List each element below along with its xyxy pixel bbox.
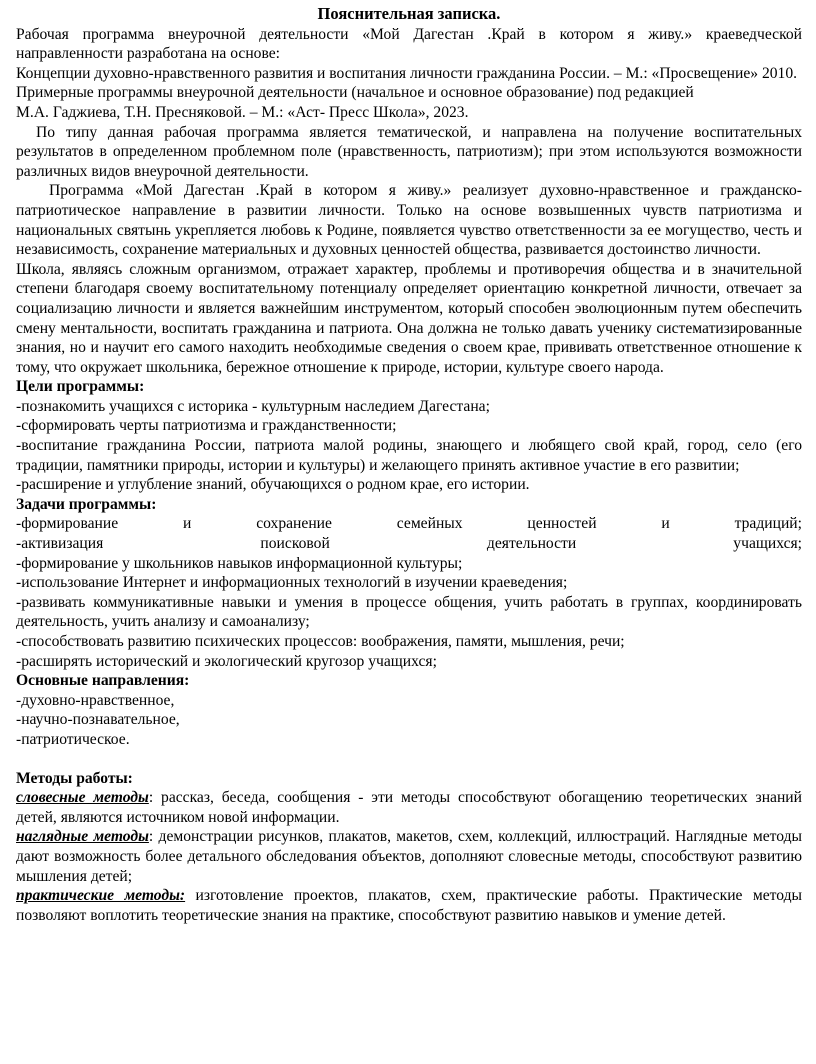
- intro-line: М.А. Гаджиева, Т.Н. Пресняковой. – М.: «Аст- Пресс Школа», 2023.: [16, 103, 469, 121]
- method-term: словесные методы: [16, 789, 149, 807]
- goals-heading: Цели программы:: [16, 378, 145, 396]
- method-separator: :: [148, 828, 154, 846]
- method-item: [16, 886, 802, 925]
- page-title: Пояснительная записка.: [317, 4, 501, 23]
- methods-heading: Методы работы:: [16, 769, 133, 787]
- intro-line: Концепции духовно-нравственного развития и воспитания личности гражданина России. – М.: «Просвещение» 2010.: [16, 64, 798, 82]
- spacer: [16, 750, 802, 769]
- method-text: демонстрации рисунков, плакатов, макетов, схем, коллекций, иллюстраций. Наглядные методы дают возможность более детального обследования объектов, дополняют словесные методы, способствуют развитию мышления детей;: [16, 828, 802, 885]
- goal-item: -сформировать черты патриотизма и гражданственности;: [16, 417, 397, 435]
- intro-line: Примерные программы внеурочной деятельности (начальное и основное образование) под редакцией: [16, 84, 694, 102]
- direction-item: -духовно-нравственное,: [16, 691, 175, 709]
- goal-item: -познакомить учащихся с историка - культурным наследием Дагестана;: [16, 397, 490, 415]
- task-item: -формирование у школьников навыков информационной культуры;: [16, 554, 463, 572]
- goal-item: -воспитание гражданина России, патриота малой родины, знающего и любящего свой край, город, село (его традиции, памятники природы, истории и культуры) и желающего принять активное участие в его развитии;: [16, 437, 802, 474]
- method-separator: :: [148, 789, 154, 807]
- method-item: [16, 788, 802, 827]
- tasks-heading: Задачи программы:: [16, 495, 157, 513]
- task-item: -способствовать развитию психических процессов: воображения, памяти, мышления, речи;: [16, 633, 625, 650]
- task-item: -формирование и сохранение семейных ценностей и традиций;: [16, 515, 802, 533]
- method-text: рассказ, беседа, сообщения - эти методы способствуют обогащению теоретических знаний детей, являются источником новой информации.: [16, 789, 802, 826]
- task-item: -использование Интернет и информационных технологий в изучении краеведения;: [16, 574, 568, 592]
- body-paragraph: По типу данная рабочая программа является тематической, и направлена на получение воспитательных результатов в определенном проблемном поле (нравственность, патриотизм); при этом используются возможности различных видов внеурочной деятельности.: [16, 123, 802, 180]
- intro-line: Рабочая программа внеурочной деятельности «Мой Дагестан .Край в котором я живу.» краеведческой направленности разработана на основе:: [16, 25, 802, 63]
- direction-item: -научно-познавательное,: [16, 711, 180, 729]
- body-paragraph: Школа, являясь сложным организмом, отражает характер, проблемы и противоречия общества и в значительной степени благодаря своему воспитательному потенциалу определяет ориентацию конкретной личности, отвечает за социализацию личности и является важнейшим инструментом, который способен эволюционным путем обеспечить смену ментальности, воспитать гражданина и патриота. Она должна не только давать ученику систематизированные знания, но и научит его самого находить необходимые сведения о своем крае, прививать ответственное отношение к тому, что окружает школьника, бережное отношение к природе, истории, культуре своего народа.: [16, 260, 802, 376]
- method-text: изготовление проектов, плакатов, схем, практические работы. Практические методы позволяют воплотить теоретические знания на практике, способствуют развитию навыков и умение детей.: [16, 887, 802, 924]
- method-term: практические методы:: [16, 887, 186, 905]
- task-item: -активизация поисковой деятельности учащихся;: [16, 535, 802, 553]
- body-paragraph: Программа «Мой Дагестан .Край в котором я живу.» реализует духовно-нравственное и гражданско-патриотическое направление в развитии личности. Только на основе возвышенных чувств патриотизма и национальных святынь укрепляется любовь к Родине, появляется чувство ответственности за ее могущество, честь и независимость, сохранение материальных и духовных ценностей общества, развивается достоинство личности.: [16, 182, 802, 259]
- goal-item: -расширение и углубление знаний, обучающихся о родном крае, его истории.: [16, 476, 530, 494]
- task-item: -расширять исторический и экологический кругозор учащихся;: [16, 652, 437, 670]
- direction-item: -патриотическое.: [16, 730, 130, 748]
- method-item: [16, 827, 802, 886]
- directions-heading: Основные направления:: [16, 672, 190, 690]
- method-term: наглядные методы: [16, 828, 149, 846]
- task-item: -развивать коммуникативные навыки и умения в процессе общения, учить работать в группах, координировать деятельность, учить анализу и самоанализу;: [16, 593, 802, 631]
